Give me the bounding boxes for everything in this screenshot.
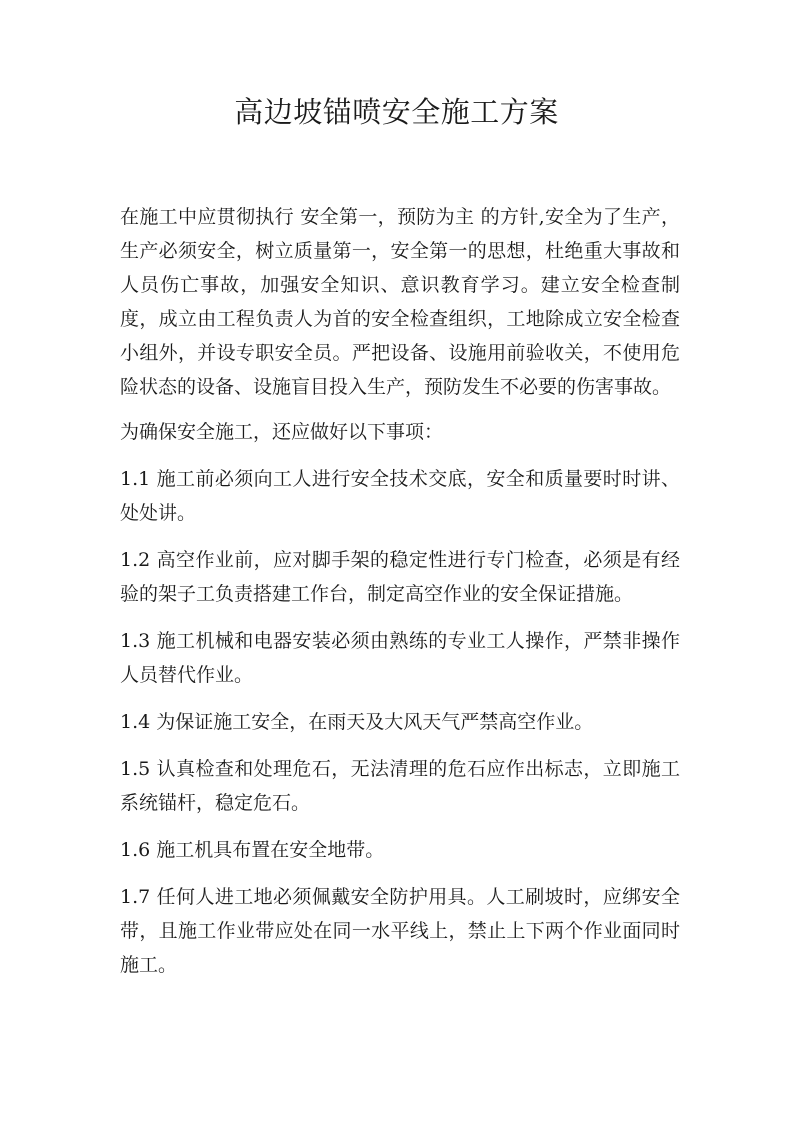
list-item-1-4: 1.4 为保证施工安全，在雨天及大风天气严禁高空作业。 xyxy=(120,711,594,733)
intro-paragraph: 在施工中应贯彻执行 安全第一，预防为主 的方针,安全为了生产，生产必须安全，树立质量第一，安全第一的思想，杜绝重大事故和人员伤亡事故，加强安全知识、意识教育学习。建立安全检查制度，成立由工程负责人为首的安全检查组织，工地除成立安全检查小组外，并设专职安全员。严把设备、设施用前验收关，不使用危险状态的设备、设施盲目投入生产，预防发生不必要的伤害事故。 xyxy=(120,206,680,398)
lead-paragraph: 为确保安全施工，还应做好以下事项： xyxy=(120,421,444,443)
document-body xyxy=(120,200,680,995)
list-item-1-7: 1.7 任何人进工地必须佩戴安全防护用具。人工刷坡时，应绑安全带，且施工作业带应处在同一水平线上，禁止上下两个作业面同时施工。 xyxy=(120,886,680,976)
list-item-1-2: 1.2 高空作业前，应对脚手架的稳定性进行专门检查，必须是有经验的架子工负责搭建工作台，制定高空作业的安全保证措施。 xyxy=(120,549,680,605)
list-item-1-6: 1.6 施工机具布置在安全地带。 xyxy=(120,839,385,861)
document-title: 高边坡锚喷安全施工方案 xyxy=(234,95,559,129)
list-item-1-5: 1.5 认真检查和处理危石，无法清理的危石应作出标志，立即施工系统锚杆，稳定危石。 xyxy=(120,758,680,814)
list-item-1-3: 1.3 施工机械和电器安装必须由熟练的专业工人操作，严禁非操作人员替代作业。 xyxy=(120,630,680,686)
list-item-1-1: 1.1 施工前必须向工人进行安全技术交底，安全和质量要时时讲、处处讲。 xyxy=(120,468,680,524)
